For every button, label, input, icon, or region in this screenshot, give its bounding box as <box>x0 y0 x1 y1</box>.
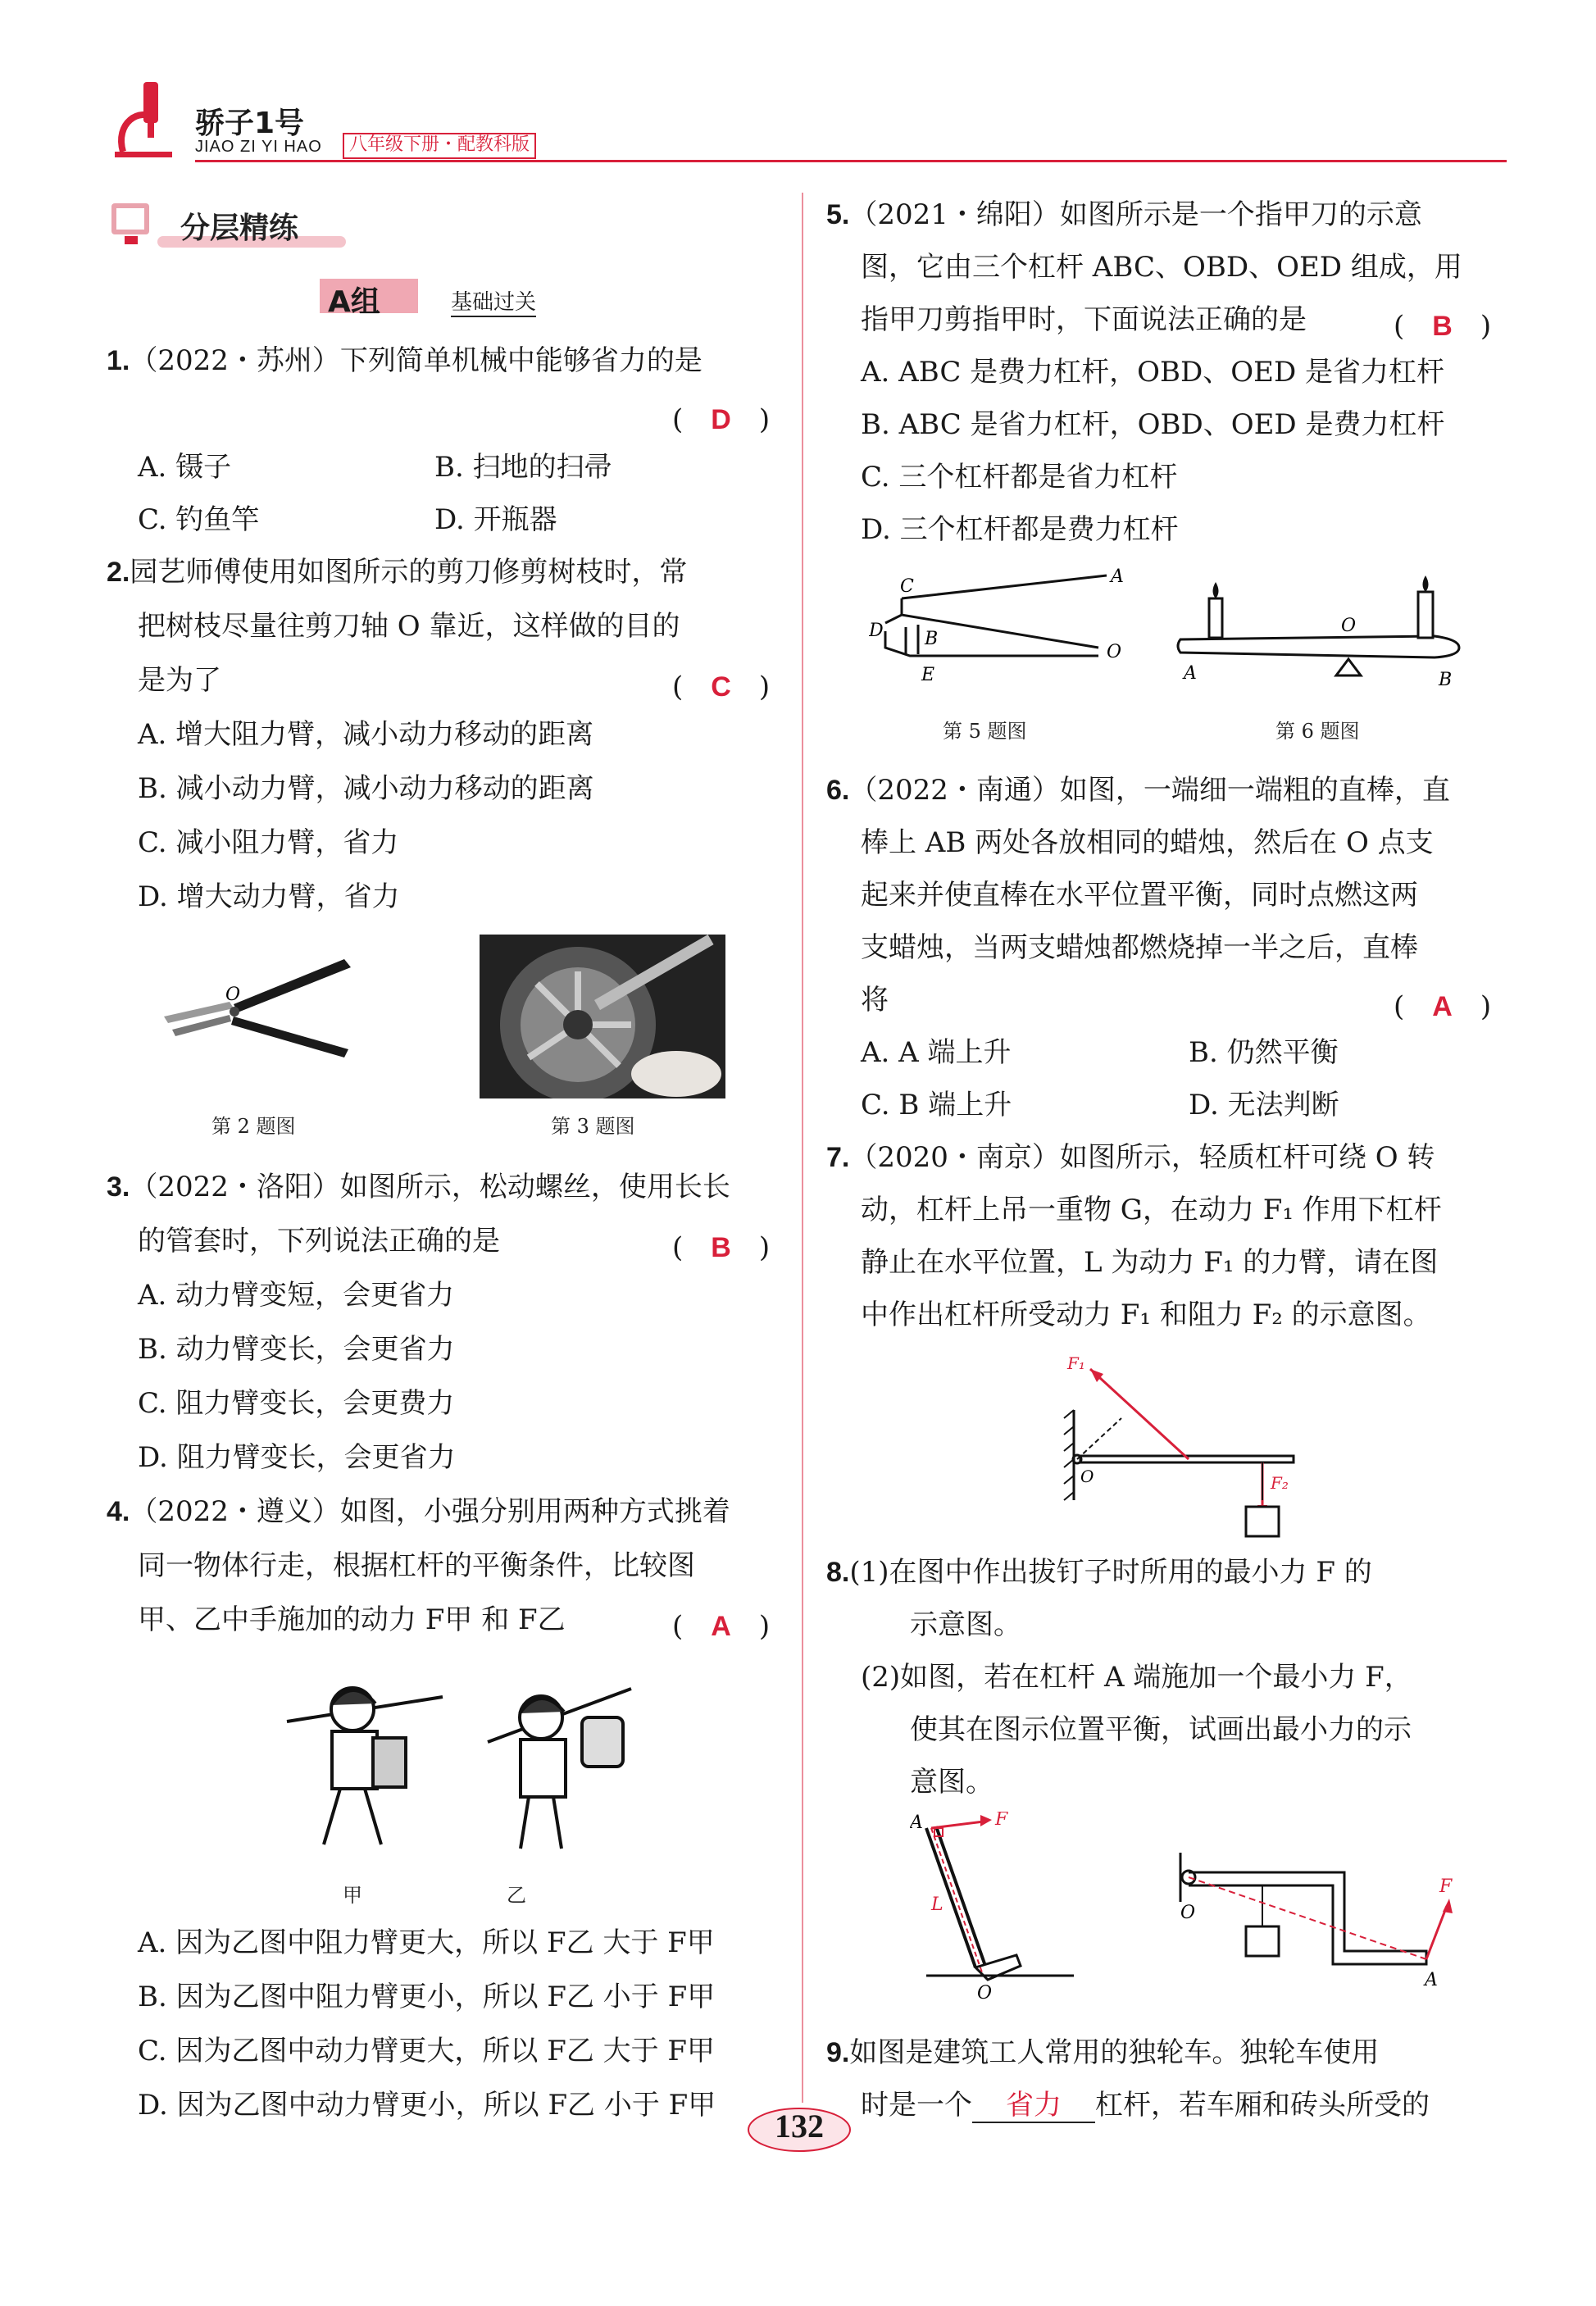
q2-stem-3: 是为了 <box>138 664 221 697</box>
q5-option-d[interactable]: D. 三个杠杆都是费力杠杆 <box>861 513 1179 546</box>
q3-option-d[interactable]: D. 阻力臂变长，会更省力 <box>138 1441 456 1474</box>
fig7-label-f1: F₁ <box>1067 1353 1085 1373</box>
q9-blank[interactable] <box>972 2089 1095 2123</box>
q1-answer-paren: ( D ) <box>672 403 771 436</box>
q9-blank-answer: 省力 <box>1006 2089 1062 2122</box>
fig8b-label-o: O <box>1180 1903 1196 1923</box>
monitor-icon <box>108 197 157 254</box>
q4-option-c[interactable]: C. 因为乙图中动力臂更大，所以 F乙 大于 F甲 <box>138 2035 716 2067</box>
fig5-nail-clipper-figure <box>869 566 1131 697</box>
fig8a-label-f: F <box>995 1812 1008 1830</box>
q9-stem-1: 9.如图是建筑工人常用的独轮车。独轮车使用 <box>826 2036 1380 2069</box>
fig8b-label-a: A <box>1425 1970 1438 1990</box>
q6-stem-2: 棒上 AB 两处各放相同的蜡烛，然后在 O 点支 <box>861 826 1434 859</box>
fig5-label-o: O <box>1107 642 1122 662</box>
q6-answer-paren: ( A ) <box>1394 990 1492 1023</box>
fig6-label-o: O <box>1341 616 1357 636</box>
q6-option-b[interactable]: B. 仍然平衡 <box>1189 1036 1339 1069</box>
q3-answer-paren: ( B ) <box>672 1231 771 1264</box>
q5-option-c[interactable]: C. 三个杠杆都是省力杠杆 <box>861 461 1178 493</box>
fig8a-label-o: O <box>977 1983 993 2000</box>
q8-part2-1: (2)如图，若在杠杆 A 端施加一个最小力 F， <box>861 1661 1412 1694</box>
section-title: 分层精练 <box>180 211 299 245</box>
q6-stem-1: 6.（2022・南通）如图，一端细一端粗的直棒，直 <box>826 774 1450 807</box>
q2-option-d[interactable]: D. 增大动力臂，省力 <box>138 880 400 913</box>
fig4-boys-figure <box>279 1672 656 1869</box>
fig5-label-e: E <box>921 665 935 685</box>
brand-pinyin: JIAO ZI YI HAO <box>195 138 322 156</box>
fig3-caption: 第 3 题图 <box>551 1115 635 1138</box>
q6-answer: A <box>1432 991 1453 1022</box>
q2-stem-2: 把树枝尽量往剪刀轴 O 靠近，这样做的目的 <box>138 610 680 643</box>
q6-option-c[interactable]: C. B 端上升 <box>861 1089 1012 1121</box>
fig8a-label-l: L <box>931 1894 944 1915</box>
q1-option-c[interactable]: C. 钓鱼竿 <box>138 503 260 536</box>
microscope-logo-icon <box>98 74 189 164</box>
fig4-label-jia: 甲 <box>343 1884 362 1907</box>
q7-stem-4: 中作出杠杆所受动力 F₁ 和阻力 F₂ 的示意图。 <box>861 1299 1431 1331</box>
fig5-label-c: C <box>900 576 914 597</box>
q2-answer: C <box>711 671 731 703</box>
brand-name: 骄子1号 <box>195 107 305 140</box>
q1-option-b[interactable]: B. 扫地的扫帚 <box>434 451 612 484</box>
q6-option-d[interactable]: D. 无法判断 <box>1189 1089 1339 1121</box>
q9-stem-2: 时是一个 省力 杠杆，若车厢和砖头所受的 <box>861 2089 1430 2122</box>
q8-part1-2: 示意图。 <box>910 1608 1021 1641</box>
q5-stem-2: 图，它由三个杠杆 ABC、OBD、OED 组成，用 <box>861 251 1462 284</box>
fig2-shears-figure <box>156 951 361 1074</box>
q4-option-a[interactable]: A. 因为乙图中阻力臂更大，所以 F乙 大于 F甲 <box>138 1926 715 1959</box>
fig6-caption: 第 6 题图 <box>1275 720 1360 743</box>
q2-option-c[interactable]: C. 减小阻力臂，省力 <box>138 826 399 859</box>
q3-answer: B <box>711 1232 731 1263</box>
q7-stem-1: 7.（2020・南京）如图所示，轻质杠杆可绕 O 转 <box>826 1141 1435 1174</box>
q2-option-b[interactable]: B. 减小动力臂，减小动力移动的距离 <box>138 772 594 805</box>
q2-option-a[interactable]: A. 增大阻力臂，减小动力移动的距离 <box>138 718 594 751</box>
group-subtitle: 基础过关 <box>451 285 536 317</box>
q4-stem-1: 4.（2022・遵义）如图，小强分别用两种方式挑着 <box>107 1495 730 1528</box>
q7-stem-2: 动，杠杆上吊一重物 G，在动力 F₁ 作用下杠杆 <box>861 1194 1442 1226</box>
q5-stem-1: 5.（2021・绵阳）如图所示是一个指甲刀的示意 <box>826 198 1422 231</box>
fig4-label-yi: 乙 <box>507 1884 526 1907</box>
column-divider <box>802 193 803 2103</box>
grade-label: 八年级下册・配教科版 <box>343 133 536 159</box>
q4-answer: A <box>711 1611 731 1642</box>
page-number: 132 <box>775 2108 824 2145</box>
q3-stem-2: 的管套时，下列说法正确的是 <box>138 1225 500 1258</box>
q3-option-a[interactable]: A. 动力臂变短，会更省力 <box>138 1279 455 1312</box>
fig7-label-f2: F₂ <box>1271 1473 1289 1493</box>
fig5-label-a: A <box>1111 566 1124 587</box>
q6-stem-4: 支蜡烛，当两支蜡烛都燃烧掉一半之后，直棒 <box>861 931 1418 964</box>
q5-option-b[interactable]: B. ABC 是省力杠杆，OBD、OED 是费力杠杆 <box>861 408 1445 441</box>
q8-part1-1: 8.(1)在图中作出拔钉子时所用的最小力 F 的 <box>826 1556 1372 1589</box>
q2-stem-1: 2.园艺师傅使用如图所示的剪刀修剪树枝时，常 <box>107 556 688 589</box>
q7-stem-3: 静止在水平位置，L 为动力 F₁ 的力臂，请在图 <box>861 1246 1439 1279</box>
fig8b-label-f: F <box>1439 1876 1453 1897</box>
header-rule <box>195 160 1507 162</box>
q2-answer-paren: ( C ) <box>672 671 771 703</box>
fig5-label-b: B <box>925 629 939 649</box>
q6-stem-5: 将 <box>861 984 889 1017</box>
fig8b-bent-lever-figure <box>1164 1836 1476 1992</box>
q4-answer-paren: ( A ) <box>672 1610 771 1643</box>
q5-stem-3: 指甲刀剪指甲时，下面说法正确的是 <box>861 303 1307 336</box>
q4-option-b[interactable]: B. 因为乙图中阻力臂更小，所以 F乙 小于 F甲 <box>138 1981 716 2013</box>
fig8a-label-a: A <box>910 1813 923 1833</box>
q3-stem-1: 3.（2022・洛阳）如图所示，松动螺丝，使用长长 <box>107 1171 730 1203</box>
q1-option-d[interactable]: D. 开瓶器 <box>434 503 557 536</box>
fig2-caption: 第 2 题图 <box>211 1115 296 1138</box>
fig3-wheel-photo <box>480 935 725 1098</box>
fig6-label-a: A <box>1184 663 1197 684</box>
q1-answer: D <box>711 404 731 435</box>
fig6-candle-lever-figure <box>1172 574 1476 697</box>
q5-answer: B <box>1432 311 1453 342</box>
fig6-label-b: B <box>1439 670 1453 690</box>
fig5-label-d: D <box>869 621 884 641</box>
fig7-lever-figure <box>1057 1344 1312 1541</box>
fig5-caption: 第 5 题图 <box>943 720 1027 743</box>
fig7-label-o: O <box>1080 1467 1094 1486</box>
q6-option-a[interactable]: A. A 端上升 <box>861 1036 1012 1069</box>
q1-stem: 1.（2022・苏州）下列简单机械中能够省力的是 <box>107 344 703 377</box>
group-label: A组 <box>328 285 380 319</box>
q1-option-a[interactable]: A. 镊子 <box>138 451 232 484</box>
q8-part2-2: 使其在图示位置平衡，试画出最小力的示 <box>910 1713 1412 1746</box>
group-label-bar <box>320 279 582 320</box>
fig2-label-o: O <box>225 985 241 1005</box>
q3-option-b[interactable]: B. 动力臂变长，会更省力 <box>138 1333 455 1366</box>
fig8a-nail-puller-figure <box>910 1812 1098 2000</box>
page-header <box>98 57 1508 164</box>
q4-stem-3: 甲、乙中手施加的动力 F甲 和 F乙 <box>138 1603 566 1636</box>
section-banner <box>108 197 346 254</box>
q4-option-d[interactable]: D. 因为乙图中动力臂更小，所以 F乙 小于 F甲 <box>138 2089 716 2122</box>
q8-part2-3: 意图。 <box>910 1766 994 1799</box>
q3-option-c[interactable]: C. 阻力臂变长，会更费力 <box>138 1387 455 1420</box>
q5-option-a[interactable]: A. ABC 是费力杠杆，OBD、OED 是省力杠杆 <box>861 356 1445 389</box>
q6-stem-3: 起来并使直棒在水平位置平衡，同时点燃这两 <box>861 879 1418 912</box>
q4-stem-2: 同一物体行走，根据杠杆的平衡条件，比较图 <box>138 1549 695 1582</box>
q5-answer-paren: ( B ) <box>1394 310 1492 343</box>
